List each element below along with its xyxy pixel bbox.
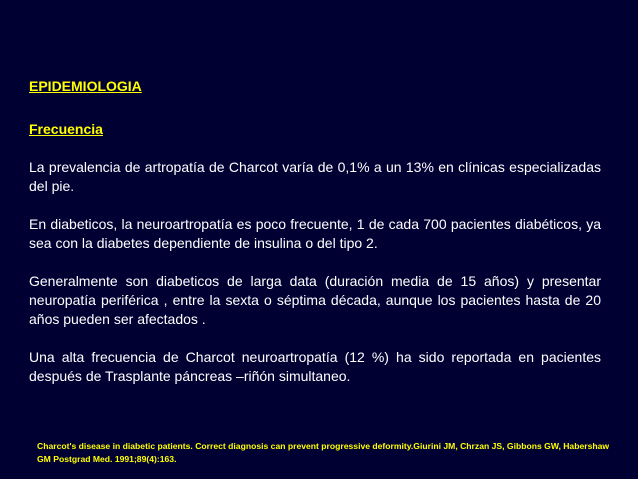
section-subheading: Frecuencia: [29, 121, 103, 137]
paragraph-prevalence: La prevalencia de artropatía de Charcot varía de 0,1% a un 13% en clínicas especializadas del pie.: [29, 159, 601, 194]
slide-content: [29, 77, 601, 386]
paragraph-transplant: Una alta frecuencia de Charcot neuroartropatía (12 %) ha sido reportada en pacientes después de Trasplante páncreas –riñón simultaneo.: [29, 349, 601, 384]
slide-heading: EPIDEMIOLOGIA: [29, 78, 142, 94]
paragraph-long-term: Generalmente son diabeticos de larga data (duración media de 15 años) y presentar neuropatía periférica , entre la sexta o séptima década, aunque los pacientes hasta de 20 años pueden ser afectados .: [29, 273, 601, 327]
reference-citation: Charcot's disease in diabetic patients. Correct diagnosis can prevent progressive deformity.Giurini JM, Chrzan JS, Gibbons GW, Habershaw GM Postgrad Med. 1991;89(4):163.: [37, 441, 610, 464]
paragraph-diabetics: En diabeticos, la neuroartropatía es poco frecuente, 1 de cada 700 pacientes diabéticos, ya sea con la diabetes dependiente de insulina o del tipo 2.: [29, 216, 601, 251]
